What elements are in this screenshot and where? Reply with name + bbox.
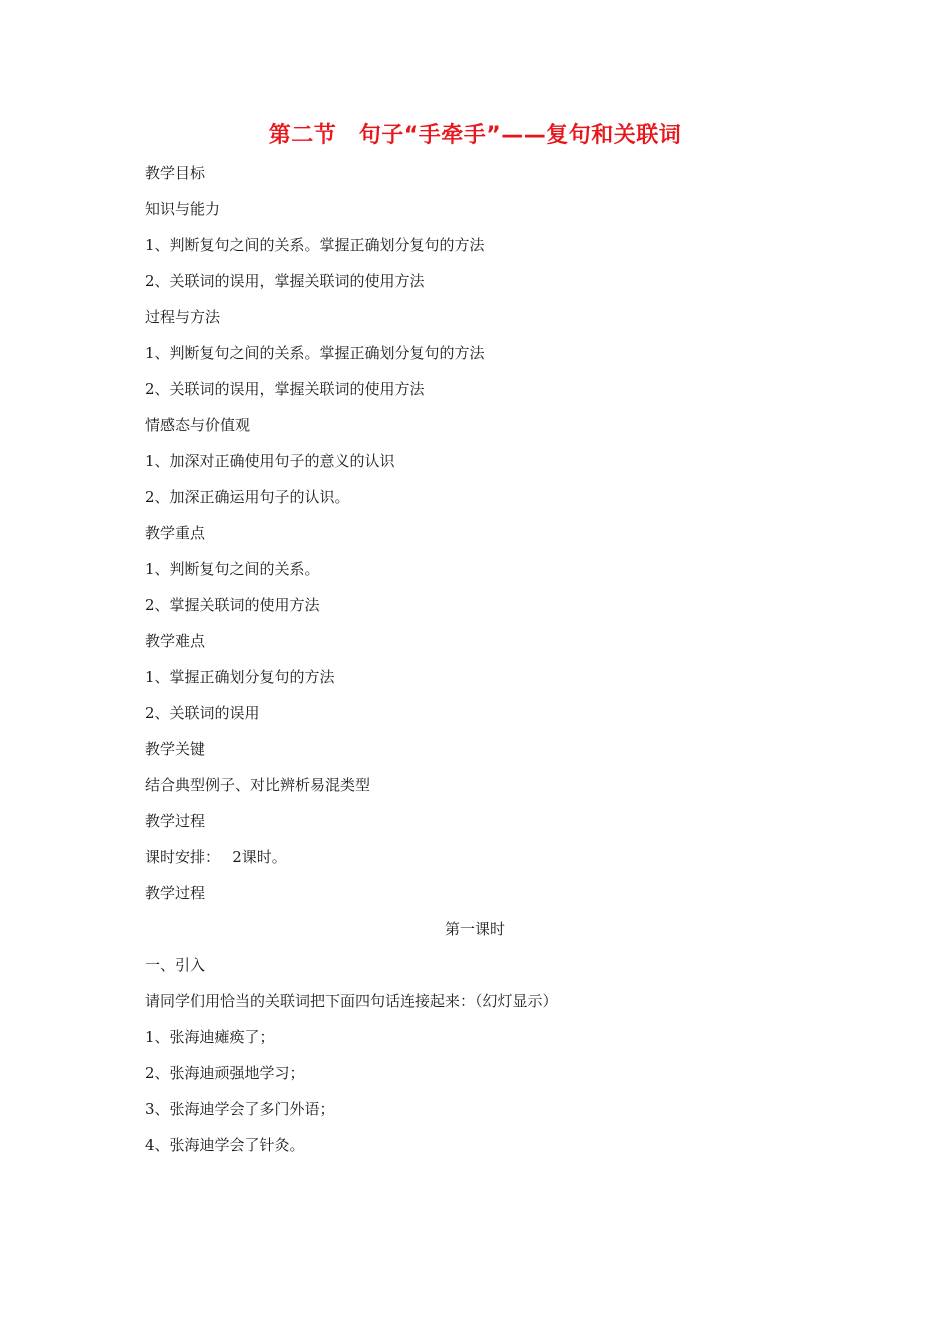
document-body bbox=[145, 155, 805, 1163]
text-line: 教学过程 bbox=[145, 812, 206, 830]
text-line: 2、关联词的误用，掌握关联词的使用方法 bbox=[145, 272, 425, 290]
text-line: 一、引入 bbox=[145, 956, 206, 974]
lesson-heading: 第一课时 bbox=[444, 920, 505, 938]
text-line: 2、掌握关联词的使用方法 bbox=[145, 596, 320, 614]
text-line: 教学难点 bbox=[145, 632, 206, 650]
text-line: 情感态与价值观 bbox=[145, 416, 251, 434]
list-item: 3、张海迪学会了多门外语； bbox=[145, 1100, 335, 1118]
text-line: 1、判断复句之间的关系。掌握正确划分复句的方法 bbox=[145, 344, 485, 362]
text-line: 过程与方法 bbox=[145, 308, 221, 326]
text-line: 课时安排： 2课时。 bbox=[145, 848, 287, 866]
text-line: 教学过程 bbox=[145, 884, 206, 902]
text-line: 1、判断复句之间的关系。 bbox=[145, 560, 320, 578]
text-line: 1、加深对正确使用句子的意义的认识 bbox=[145, 452, 395, 470]
list-item: 1、张海迪瘫痪了； bbox=[145, 1028, 275, 1046]
text-line: 知识与能力 bbox=[145, 200, 221, 218]
list-item: 2、张海迪顽强地学习； bbox=[145, 1064, 305, 1082]
text-line: 2、加深正确运用句子的认识。 bbox=[145, 488, 350, 506]
text-line: 2、关联词的误用，掌握关联词的使用方法 bbox=[145, 380, 425, 398]
text-line: 教学关键 bbox=[145, 740, 206, 758]
document-title: 第二节 句子“手牵手”——复句和关联词 bbox=[268, 123, 682, 148]
text-line: 1、掌握正确划分复句的方法 bbox=[145, 668, 335, 686]
text-line: 2、关联词的误用 bbox=[145, 704, 260, 722]
text-line: 1、判断复句之间的关系。掌握正确划分复句的方法 bbox=[145, 236, 485, 254]
text-line: 请同学们用恰当的关联词把下面四句话连接起来：（幻灯显示） bbox=[145, 992, 558, 1010]
text-line: 教学目标 bbox=[145, 164, 206, 182]
list-item: 4、张海迪学会了针灸。 bbox=[145, 1136, 305, 1154]
text-line: 教学重点 bbox=[145, 524, 206, 542]
text-line: 结合典型例子、对比辨析易混类型 bbox=[145, 776, 371, 794]
